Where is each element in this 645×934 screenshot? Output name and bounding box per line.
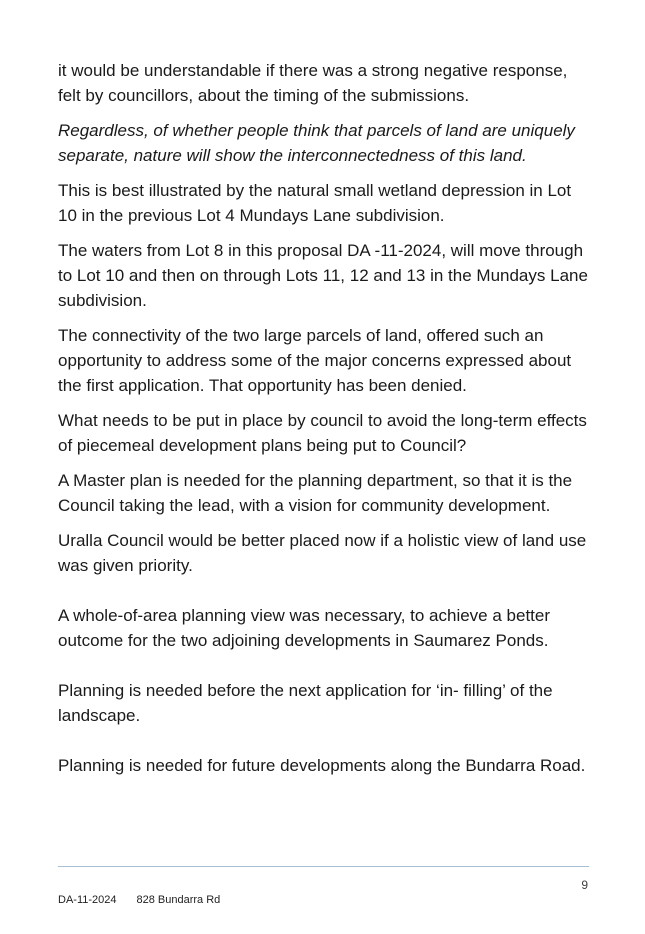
document-body [58, 58, 593, 778]
paragraph-11: Planning is needed for future developments along the Bundarra Road. [58, 756, 586, 775]
paragraph-7: A Master plan is needed for the planning department, so that it is the Council taking the lead, with a vision for community development. [58, 471, 573, 515]
footer-address: 828 Bundarra Rd [136, 894, 221, 906]
footer [58, 894, 240, 906]
paragraph-2-italic: Regardless, of whether people think that parcels of land are uniquely separate, nature will show the interconnectedness of this land. [58, 121, 575, 165]
paragraph-3: This is best illustrated by the natural small wetland depression in Lot 10 in the previous Lot 4 Mundays Lane subdivision. [58, 181, 572, 225]
paragraph-5: The connectivity of the two large parcels of land, offered such an opportunity to address some of the major concerns expressed about the first application. That opportunity has been denied. [58, 326, 572, 395]
paragraph-6: What needs to be put in place by council to avoid the long-term effects of piecemeal development plans being put to Council? [58, 411, 587, 455]
page-number: 9 [581, 878, 588, 892]
paragraph-4: The waters from Lot 8 in this proposal DA -11-2024, will move through to Lot 10 and then on through Lots 11, 12 and 13 in the Mundays Lane subdivision. [58, 241, 588, 310]
footer-doc-ref: DA-11-2024 [58, 894, 117, 906]
paragraph-9: A whole-of-area planning view was necessary, to achieve a better outcome for the two adjoining developments in Saumarez Ponds. [58, 606, 551, 650]
paragraph-1: it would be understandable if there was a strong negative response, felt by councillors, about the timing of the submissions. [58, 61, 568, 105]
paragraph-10: Planning is needed before the next application for ‘in- filling’ of the landscape. [58, 681, 553, 725]
paragraph-8: Uralla Council would be better placed now if a holistic view of land use was given priority. [58, 531, 587, 575]
footer-divider [58, 866, 589, 867]
